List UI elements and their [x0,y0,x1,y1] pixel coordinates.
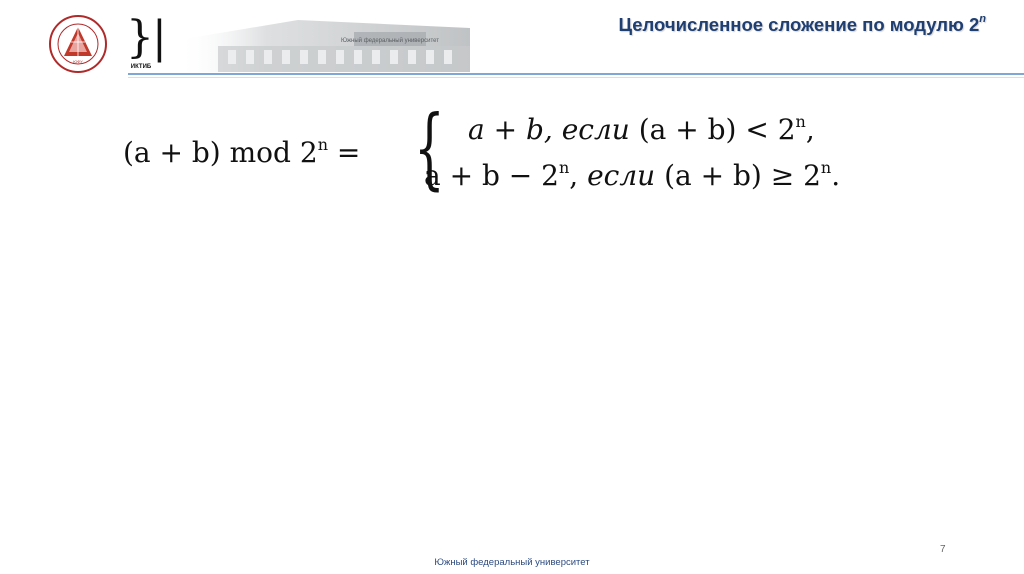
case1-word: если [561,113,630,146]
formula-lhs-superscript: n [317,135,328,154]
formula-case-2 [424,160,840,190]
page-number: 7 [940,544,946,555]
case2-superscript-2: n [820,158,832,177]
case2-comma: , [569,159,588,192]
case1-expression: a + b, [468,113,562,146]
formula-case-1 [468,114,815,144]
footer-university [0,557,1024,568]
case2-end: . [831,159,841,192]
footer-university-text: Южный федеральный университет [434,557,590,568]
case2-expression: a + b − 2 [424,159,559,192]
case2-superscript: n [558,158,570,177]
building-sign: Южный федеральный университет [340,38,440,44]
formula-lhs-text: (a + b) mod 2 [123,136,318,169]
case1-condition: (a + b) < 2 [629,113,796,146]
ictib-mark-icon: }| [126,12,165,63]
case1-end: , [805,113,815,146]
slide-title-superscript: n [979,12,986,25]
slide-title-text: Целочисленное сложение по модулю 2 [618,14,980,35]
case2-word: если [587,159,656,192]
formula-lhs [123,137,360,167]
left-brace-icon: { [414,96,445,199]
formula-equals: = [336,136,361,169]
ictib-label: ИКТИБ [130,64,152,70]
sfedu-seal-initials: ЮФУ [73,59,83,64]
case2-condition: (a + b) ≥ 2 [655,159,821,192]
case1-superscript: n [795,112,806,131]
